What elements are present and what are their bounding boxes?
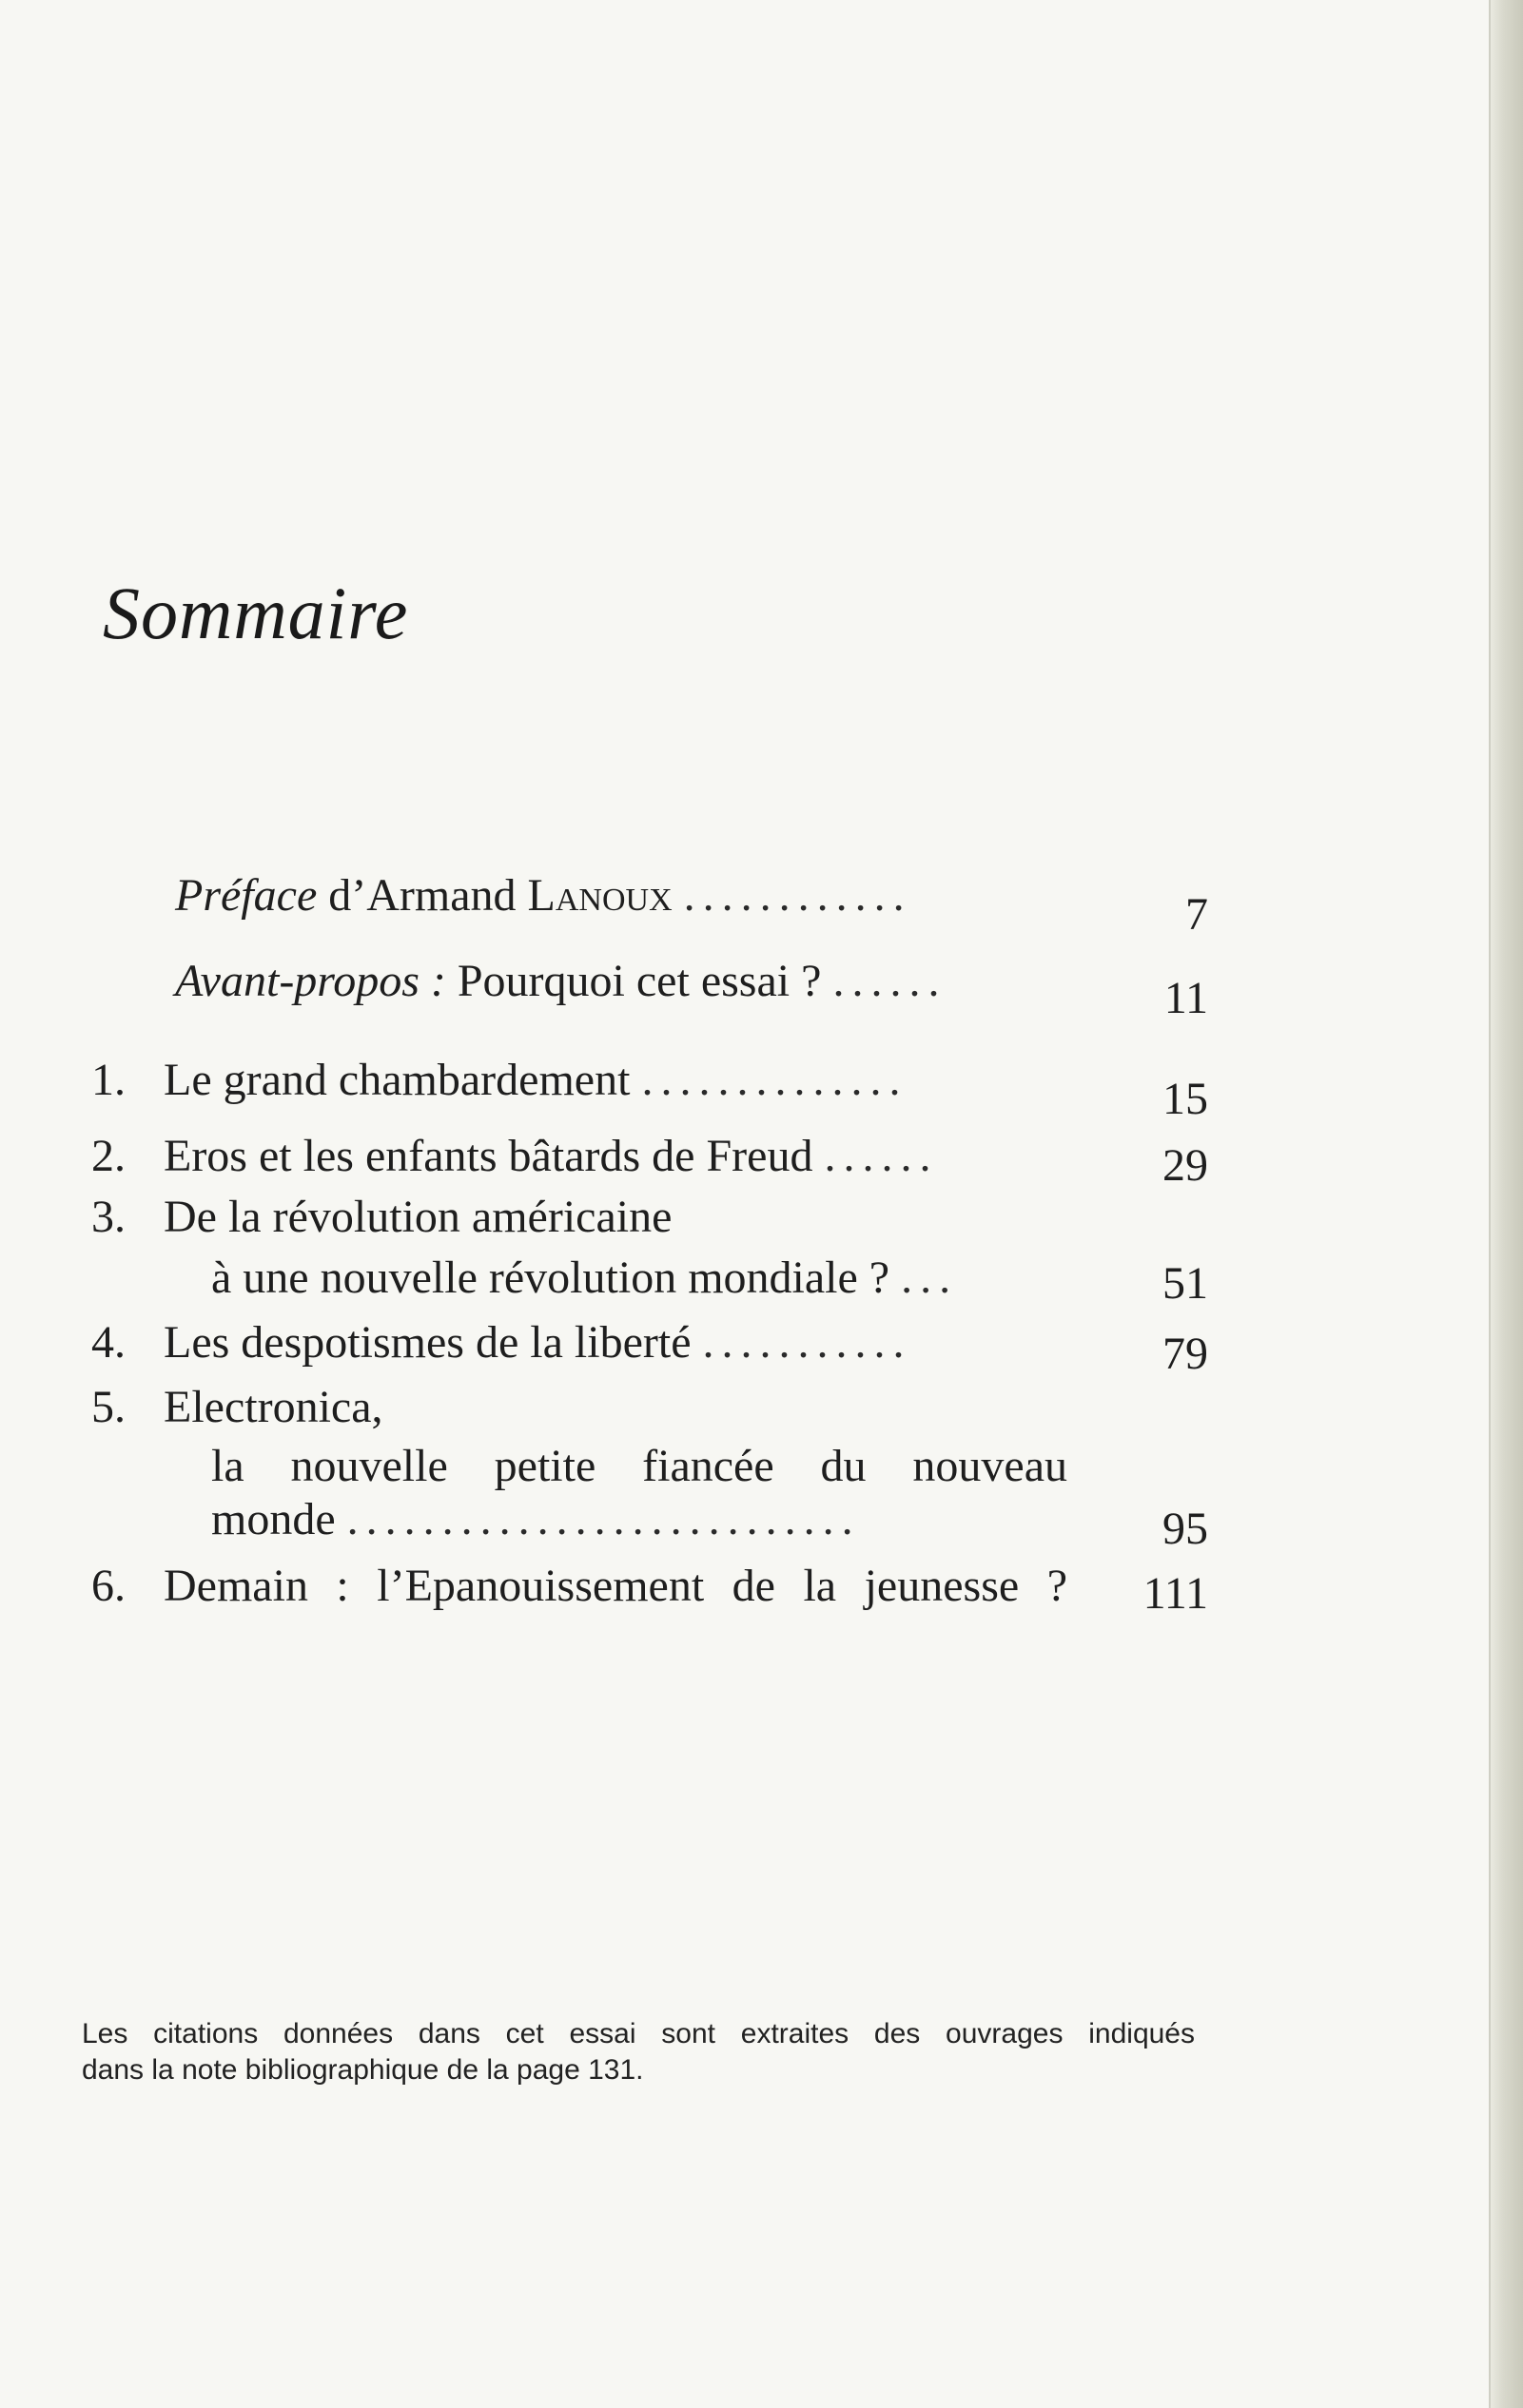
- chapter-number: 4.: [91, 1317, 126, 1368]
- chapter-title-line-3: monde: [211, 1494, 336, 1544]
- toc-page-number: 111: [1142, 1568, 1208, 1619]
- chapter-title: Les despotismes de la liberté: [164, 1317, 692, 1368]
- leader-dots: ...........................: [346, 1494, 861, 1544]
- toc-entry-label: [164, 1131, 939, 1181]
- chapter-number: 3.: [91, 1192, 126, 1242]
- toc-entry-label-line-3: [211, 1494, 861, 1544]
- note-line-2: dans la note bibliographique de la page 131.: [82, 2054, 644, 2086]
- chapter-number: 2.: [91, 1131, 126, 1181]
- leader-dots: ............: [683, 870, 912, 921]
- toc-entry-label: [164, 1317, 912, 1368]
- toc-page-number: 7: [1185, 889, 1208, 940]
- note-line-1: Les citations données dans cet essai sont extraites des ouvrages indiqués: [82, 2018, 1195, 2049]
- author-name: Lanoux: [527, 870, 673, 921]
- page-edge: [1491, 0, 1523, 2408]
- chapter-title: Demain : l’Epanouissement de la jeunesse ?: [164, 1561, 1067, 1611]
- chapter-number: 6.: [91, 1561, 126, 1611]
- leader-dots: ...: [901, 1253, 959, 1303]
- chapter-number: 5.: [91, 1382, 126, 1432]
- chapter-title-line-2: la nouvelle petite fiancée du nouveau: [211, 1441, 1067, 1491]
- chapter-title-line-1: De la révolution américaine: [164, 1192, 673, 1242]
- leader-dots: ......: [824, 1131, 939, 1181]
- toc-page-number: 29: [1162, 1140, 1208, 1191]
- chapter-title-line-2: à une nouvelle révolution mondiale ?: [211, 1253, 890, 1303]
- leader-dots: ..............: [641, 1055, 908, 1105]
- toc-page-number: 11: [1163, 973, 1208, 1023]
- leader-dots: ......: [832, 956, 947, 1006]
- toc-entry-text: d’Armand: [317, 870, 528, 921]
- toc-entry-label-line-2: [211, 1255, 958, 1301]
- page-title: Sommaire: [103, 572, 409, 654]
- toc-page-number: 15: [1162, 1074, 1208, 1124]
- bibliography-note: [82, 2016, 1195, 2088]
- toc-entry-text: Pourquoi cet essai ?: [445, 956, 822, 1006]
- toc-page-number: 95: [1162, 1504, 1208, 1554]
- chapter-title: Eros et les enfants bâtards de Freud: [164, 1131, 813, 1181]
- toc-entry-italic: Avant-propos :: [175, 956, 446, 1006]
- chapter-number: 1.: [91, 1055, 126, 1105]
- chapter-title: Le grand chambardement: [164, 1055, 631, 1105]
- leader-dots: ...........: [702, 1317, 912, 1368]
- toc-entry-italic: Préface: [175, 870, 318, 921]
- chapter-title-line-1: Electronica,: [164, 1382, 383, 1432]
- toc-page-number: 79: [1162, 1329, 1208, 1379]
- toc-entry-label: [164, 1055, 908, 1105]
- toc-entry-label: [175, 870, 912, 921]
- toc-page-number: 51: [1162, 1258, 1208, 1309]
- toc-entry-label: [175, 956, 947, 1006]
